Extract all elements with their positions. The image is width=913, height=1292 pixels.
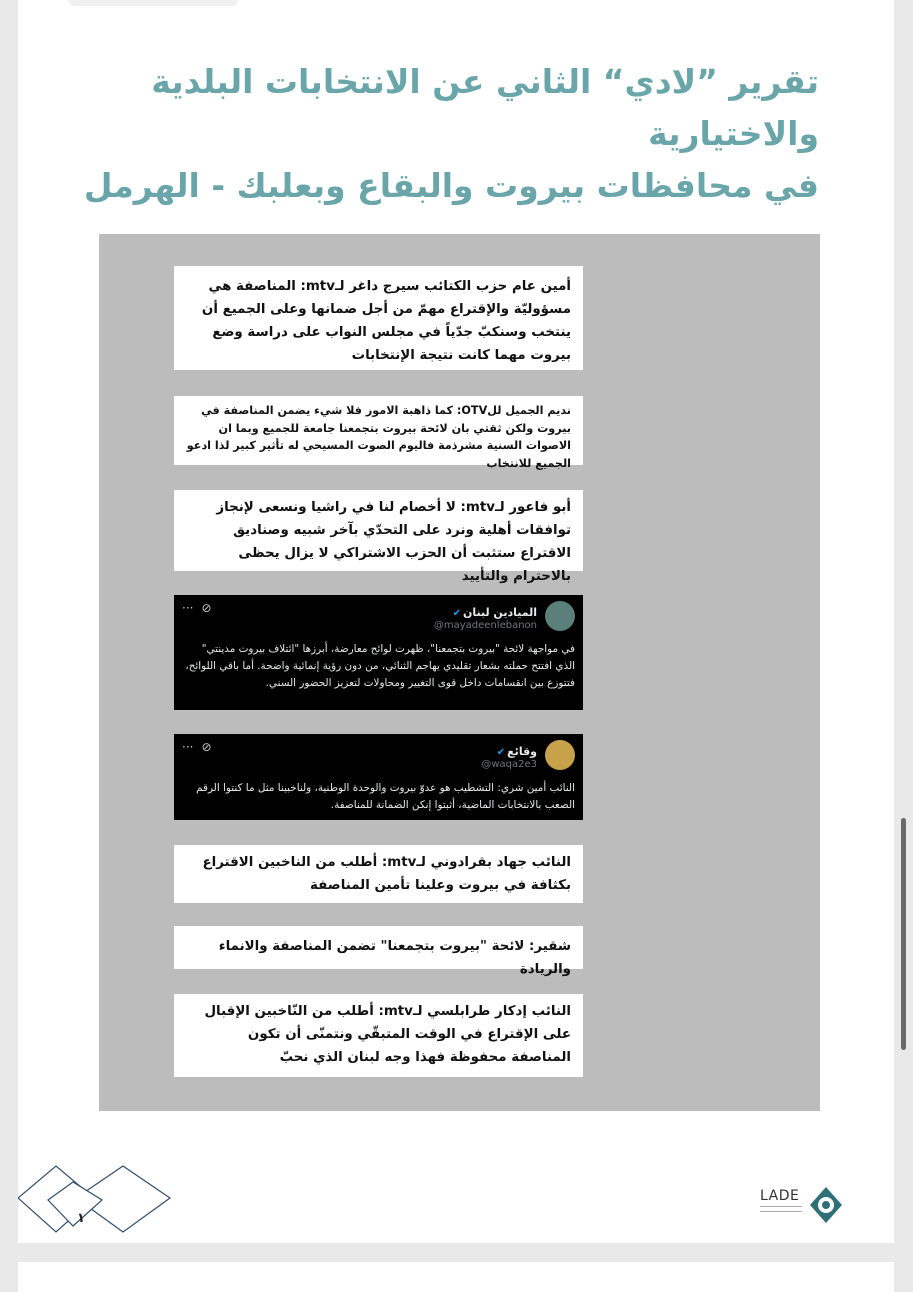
waqa2e3-logo-icon [545,740,575,770]
news-card-text: أمين عام حزب الكتائب سيرج داغر لـmtv: المناصفة هي مسؤوليّة والإقتراع مهمّ من أجل ضمانها وعلى الجميع أن ينتخب وسنكبّ جدّياً في مجلس النواب على دراسة وضع بيروت مهما كانت نتيجة الإنتخابات [201,279,571,363]
news-card [174,994,583,1077]
news-card [174,845,583,903]
page-number-frame-icon [18,1160,188,1250]
verified-badge-icon: ✔ [496,747,506,758]
page-number: ١ [77,1211,85,1226]
tweet-author-name: الميادين لبنان [462,606,537,619]
more-options-icon: ··· [182,740,194,754]
page-title [59,56,819,212]
news-card-text: النائب إدكار طرابلسي لـmtv: أطلب من النّاخبين الإقبال على الإقتراع في الوقت المتبقّي ونتمنّى أن تكون المناصفة محفوظة فهذا وجه لبنان الذي نحبّ [204,1004,571,1065]
lade-logo [760,1185,850,1225]
news-card [174,926,583,977]
news-card-text: النائب جهاد بقرادوني لـmtv: أطلب من الناخبين الاقتراع بكثافة في بيروت وعلينا تأمين المناصفة [202,855,571,893]
tweet-text: النائب أمين شري: التشطيب هو عدوّ بيروت والوحدة الوطنية، ولناخبينا مثل ما كنتوا الرقم الصعب بالانتخابات الماضية، أثبتوا إنكن الضمانة للمناصفة. [196,782,575,811]
report-page [18,0,894,1243]
tweet-text: في مواجهة لائحة "بيروت بتجمعنا"، ظهرت لوائح معارضة، أبرزها "ائتلاف بيروت مدينتي" الذي افتتح حملته بشعار تقليدي يهاجم الثنائي، من دون رؤية إنمائية واضحة. أما باقي اللوائح، فتتوزع بين انقسامات داخل قوى التغيير ومحاولات لتعزيز الحضور السني. [185,643,575,689]
page-top-tab [68,0,238,6]
news-card-text: نديم الجميل للOTV: كما ذاهبة الامور فلا شيء يضمن المناصفة في بيروت ولكن ثقتي بان لائحة بيروت بتجمعنا جامعة للجميع وبما ان الاصوات السنية مشرذمة فاليوم الصوت المسيحي له تأثير كبير لذا ادعو الجميع للانتخاب [186,404,571,470]
tweet-author-handle: @waqa2e3 [481,759,537,770]
news-card-text: أبو فاعور لـmtv: لا أخصام لنا في راشيا ونسعى لإنجاز توافقات أهلية ونرد على التحدّي بآخر شبيه وصناديق الاقتراع ستثبت أن الحزب الاشتراكي لا يزال يحظى بالاحترام والتأييد [216,500,571,584]
tweet-author-handle: @mayadeenlebanon [433,620,537,631]
logo-subtitle-lines [760,1206,802,1212]
news-card [174,490,583,584]
news-card [174,396,583,470]
news-card [174,266,583,370]
news-card-text: شقير: لائحة "بيروت بتجمعنا" تضمن المناصفة والانماء والريادة [218,939,571,977]
tweet-author-name: وقائع [507,745,537,758]
tweet-card [174,595,583,710]
page-title-line-2: في محافظات بيروت والبقاع وبعلبك - الهرمل [83,166,819,205]
verified-badge-icon: ✔ [452,608,461,619]
page-title-line-1: تقرير ”لادي“ الثاني عن الانتخابات البلدية والاختيارية [151,62,819,153]
scrollbar-thumb[interactable] [901,818,906,1050]
logo-text: LADE [760,1188,800,1204]
next-page-edge [18,1262,894,1292]
tweet-card [174,734,583,820]
grok-icon: ⊘ [201,601,212,615]
grok-icon: ⊘ [201,740,212,754]
lade-logo-icon [806,1185,846,1225]
mayadeen-logo-icon [545,601,575,631]
more-options-icon: ··· [182,601,194,615]
